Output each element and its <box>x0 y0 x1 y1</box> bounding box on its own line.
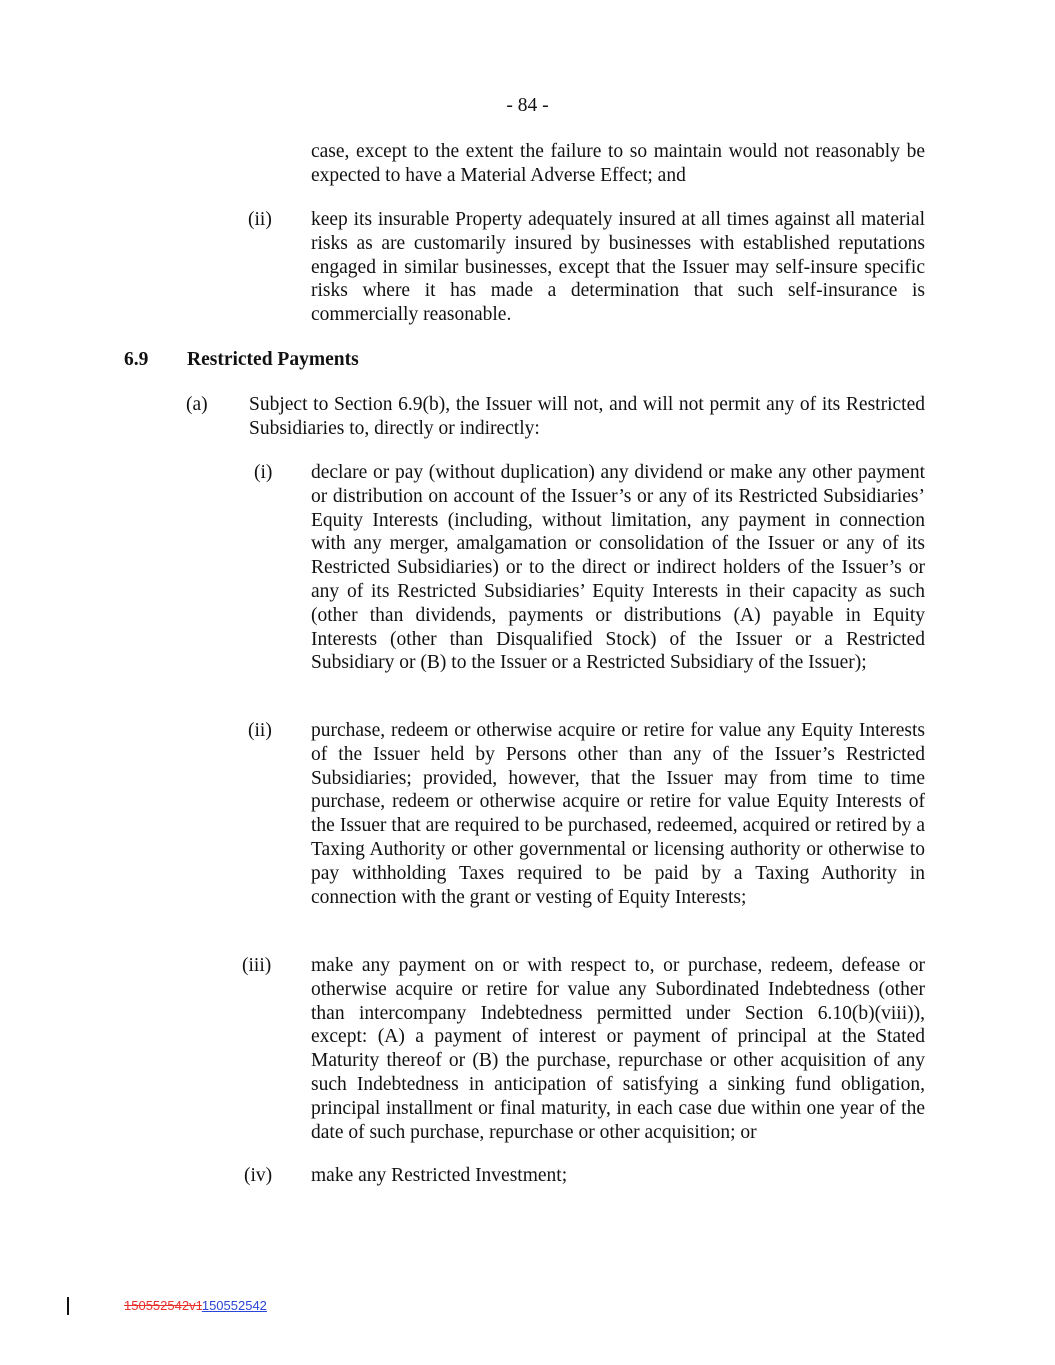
item-text: make any payment on or with respect to, or purchase, redeem, defease or otherwise acquire or retire for value any Subordinated Indebtedness (other than intercompany Indebtedness permitted under Section 6.10(b)(viii)), except: (A) a payment of interest or payment of principal at the Stated Maturity thereof or (B) the purchase, repurchase or other acquisition of any such Indebtedness in anticipation of satisfying a sinking fund obligation, principal installment or final maturity, in each case due within one year of the date of such purchase, repurchase or other acquisition; or <box>311 955 925 1143</box>
item-text: make any Restricted Investment; <box>311 1165 568 1186</box>
section-number: 6.9 <box>124 349 149 370</box>
inserted-document-id: 150552542 <box>201 1298 267 1313</box>
paragraph-text: Subject to Section 6.9(b), the Issuer will not, and will not permit any of its Restricted Subsidiaries to, directly or indirectly: <box>249 394 925 439</box>
item-label: (ii) <box>248 720 272 741</box>
section-title: Restricted Payments <box>187 349 359 370</box>
item-label: (iii) <box>242 955 272 976</box>
deleted-document-id: 150552542v1 <box>124 1298 202 1313</box>
item-label: (iv) <box>244 1165 273 1186</box>
page-number: - 84 - <box>506 95 549 116</box>
paragraph-label: (a) <box>186 394 208 415</box>
item-text: purchase, redeem or otherwise acquire or retire for value any Equity Interests of the Issuer held by Persons other than any of the Issuer’s Restricted Subsidiaries; provided, however, that the Issuer may from time to time purchase, redeem or otherwise acquire or retire for value Equity Interests of the Issuer that are required to be purchased, redeemed, acquired or retired by a Taxing Authority or other governmental or licensing authority or otherwise to pay withholding Taxes required to be paid by a Taxing Authority in connection with the grant or vesting of Equity Interests; <box>311 720 925 908</box>
document-id-footer <box>124 1298 267 1314</box>
clause-label: (ii) <box>248 209 272 230</box>
item-label: (i) <box>254 462 273 483</box>
continuation-paragraph: case, except to the extent the failure to so maintain would not reasonably be expected to have a Material Adverse Effect; and <box>311 141 925 186</box>
item-text: declare or pay (without duplication) any dividend or make any other payment or distribution on account of the Issuer’s or any of its Restricted Subsidiaries’ Equity Interests (including, without limitation, any payment in connection with any merger, amalgamation or consolidation of the Issuer or any of its Restricted Subsidiaries) or to the direct or indirect holders of the Issuer’s or any of its Restricted Subsidiaries’ Equity Interests in their capacity as such (other than dividends, payments or distributions (A) payable in Equity Interests (other than Disqualified Stock) of the Issuer or a Restricted Subsidiary or (B) to the Issuer or a Restricted Subsidiary of the Issuer); <box>311 462 925 674</box>
change-bar <box>67 1297 69 1315</box>
clause-text: keep its insurable Property adequately insured at all times against all material risks as are customarily insured by businesses with established reputations engaged in similar businesses, except that the Issuer may self-insure specific risks where it has made a determination that such self-insurance is commercially reasonable. <box>311 209 925 326</box>
